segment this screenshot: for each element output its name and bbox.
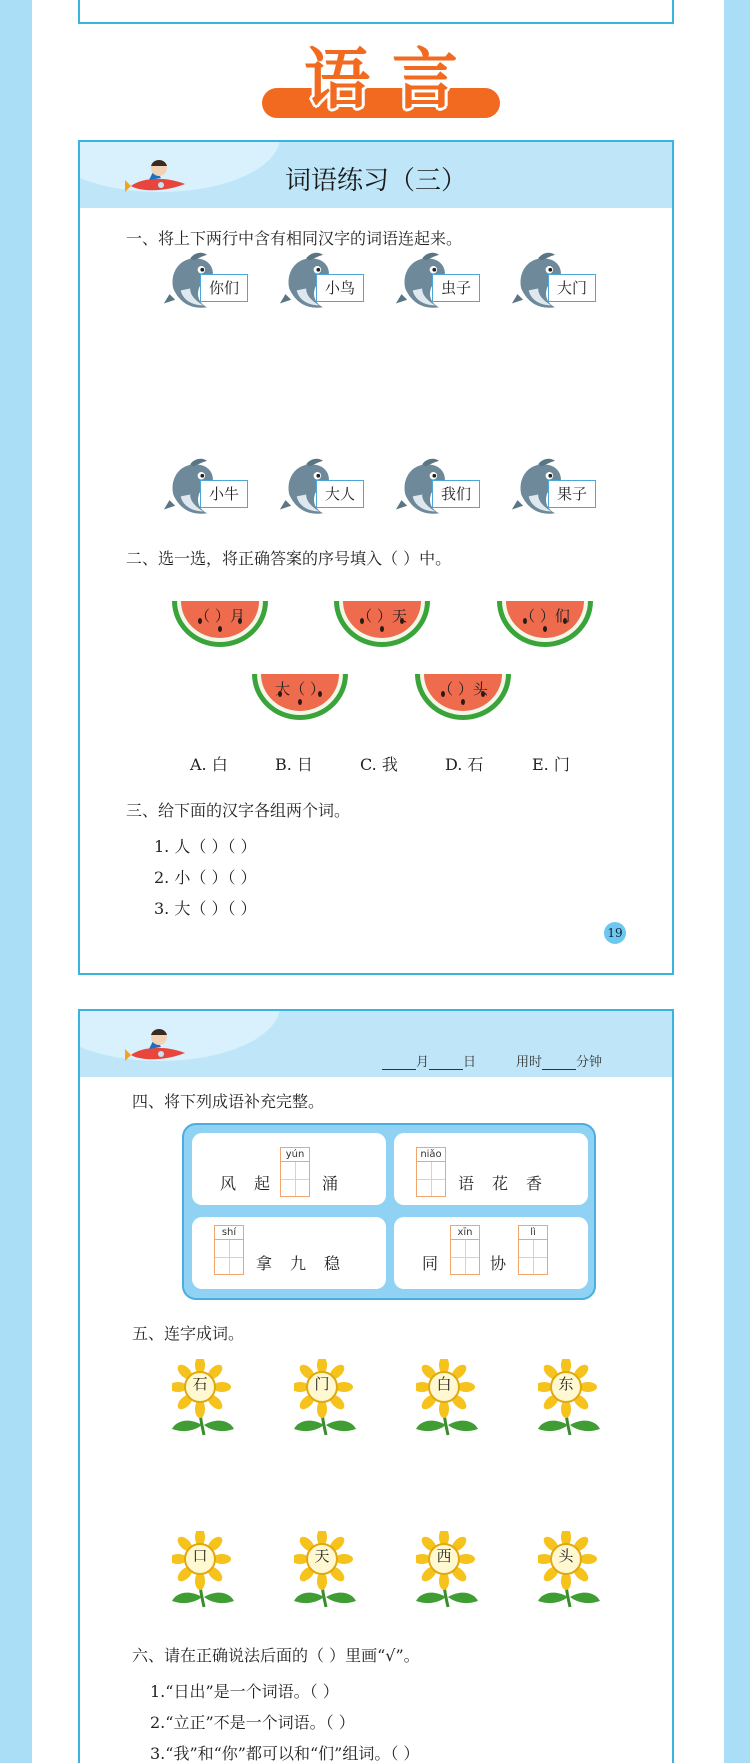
question-6-item[interactable]: 1.“日出”是一个词语。（ ） <box>150 1682 339 1701</box>
question-3-item[interactable]: 3. 大（ ）（ ） <box>154 899 257 918</box>
idiom-char: 稳 <box>324 1254 341 1273</box>
sunflower-label: 白 <box>436 1375 452 1393</box>
watermelon-blank[interactable] <box>495 599 595 649</box>
idiom-char: 起 <box>254 1174 271 1193</box>
pinyin-label: shí <box>215 1226 243 1240</box>
sunflower-icon <box>294 1359 358 1439</box>
sunflower-char[interactable] <box>416 1359 496 1439</box>
question-6-prompt: 六、请在正确说法后面的（ ）里画“√”。 <box>132 1646 420 1665</box>
watermelon-blank[interactable] <box>413 672 513 722</box>
pinyin-box[interactable] <box>518 1225 548 1275</box>
question-3-item[interactable]: 1. 人（ ）（ ） <box>154 837 257 856</box>
sunflower-icon <box>416 1531 480 1611</box>
dolphin-word-card[interactable] <box>162 250 252 312</box>
sunflower-char[interactable] <box>294 1359 374 1439</box>
sunflower-char[interactable] <box>416 1531 496 1611</box>
idiom-card <box>192 1217 386 1289</box>
sunflower-icon <box>172 1531 236 1611</box>
sunflower-char[interactable] <box>172 1359 252 1439</box>
previous-page-frame <box>78 0 674 24</box>
sunflower-icon <box>172 1359 236 1439</box>
answer-option: A. 白 <box>190 755 228 774</box>
idiom-char: 涌 <box>322 1174 339 1193</box>
answer-option: B. 日 <box>275 755 313 774</box>
watermelon-text: （ ）天 <box>357 607 407 625</box>
page-header <box>80 142 672 208</box>
question-6-item[interactable]: 2.“立正”不是一个词语。（ ） <box>150 1713 355 1732</box>
sunflower-char[interactable] <box>538 1531 618 1611</box>
dolphin-word-card[interactable] <box>278 250 368 312</box>
question-6-item[interactable]: 3.“我”和“你”都可以和“们”组词。（ ） <box>150 1744 420 1763</box>
watermelon-text: （ ）们 <box>520 607 570 625</box>
watermelon-text: （ ）头 <box>438 680 488 698</box>
idiom-card <box>394 1133 588 1205</box>
sunflower-label: 石 <box>192 1375 208 1393</box>
watermelon-blank[interactable] <box>250 672 350 722</box>
sunflower-label: 头 <box>558 1547 574 1565</box>
worksheet-page-2 <box>78 1009 674 1763</box>
sunflower-icon <box>416 1359 480 1439</box>
word-label: 我们 <box>432 480 480 508</box>
idiom-char: 风 <box>220 1174 237 1193</box>
sunflower-label: 口 <box>192 1547 208 1565</box>
answer-option: C. 我 <box>360 755 398 774</box>
watermelon-blank[interactable] <box>332 599 432 649</box>
question-1-prompt: 一、将上下两行中含有相同汉字的词语连起来。 <box>126 229 463 248</box>
pinyin-box[interactable] <box>416 1147 446 1197</box>
sunflower-char[interactable] <box>538 1359 618 1439</box>
dolphin-word-card[interactable] <box>510 456 600 518</box>
page-header <box>80 1011 672 1077</box>
word-label: 小鸟 <box>316 274 364 302</box>
watermelon-text: 大（ ） <box>275 680 325 698</box>
question-3-item[interactable]: 2. 小（ ）（ ） <box>154 868 257 887</box>
word-label: 你们 <box>200 274 248 302</box>
month-label: 月 <box>416 1055 430 1070</box>
page-number: 19 <box>604 922 626 944</box>
pinyin-label: xīn <box>451 1226 479 1240</box>
sunflower-label: 天 <box>314 1547 330 1565</box>
sunflower-icon <box>294 1531 358 1611</box>
dolphin-word-card[interactable] <box>278 456 368 518</box>
answer-option: D. 石 <box>445 755 484 774</box>
sunflower-icon <box>538 1359 602 1439</box>
answer-option: E. 门 <box>532 755 570 774</box>
idiom-char: 协 <box>490 1254 507 1273</box>
watermelon-blank[interactable] <box>170 599 270 649</box>
sunflower-label: 东 <box>558 1375 574 1393</box>
sunflower-label: 门 <box>314 1375 330 1393</box>
word-label: 大人 <box>316 480 364 508</box>
idiom-char: 语 <box>458 1174 475 1193</box>
minutes-label: 分钟 <box>576 1055 603 1070</box>
sunflower-char[interactable] <box>172 1531 252 1611</box>
question-2-prompt: 二、选一选，将正确答案的序号填入（ ）中。 <box>126 549 452 568</box>
idiom-char: 拿 <box>256 1254 273 1273</box>
pinyin-label: lì <box>519 1226 547 1240</box>
pinyin-box[interactable] <box>214 1225 244 1275</box>
day-label: 日 <box>463 1055 477 1070</box>
date-field[interactable] <box>382 1051 476 1070</box>
question-3-prompt: 三、给下面的汉字各组两个词。 <box>126 801 351 820</box>
sunflower-label: 西 <box>436 1547 452 1565</box>
dolphin-word-card[interactable] <box>162 456 252 518</box>
page-title: 词语练习（三） <box>284 166 467 196</box>
time-field[interactable] <box>516 1051 602 1070</box>
idiom-char: 九 <box>290 1254 307 1273</box>
section-title: 语言 <box>304 41 480 118</box>
watermelon-text: （ ）月 <box>195 607 245 625</box>
dolphin-word-card[interactable] <box>394 250 484 312</box>
word-label: 果子 <box>548 480 596 508</box>
worksheet-page-1 <box>78 140 674 975</box>
idiom-char: 香 <box>526 1174 543 1193</box>
idiom-card <box>192 1133 386 1205</box>
word-label: 小牛 <box>200 480 248 508</box>
idiom-panel <box>182 1123 596 1300</box>
idiom-char: 同 <box>422 1254 439 1273</box>
dolphin-word-card[interactable] <box>394 456 484 518</box>
sunflower-icon <box>538 1531 602 1611</box>
sunflower-char[interactable] <box>294 1531 374 1611</box>
rocket-kid-icon <box>124 1025 190 1069</box>
dolphin-word-card[interactable] <box>510 250 600 312</box>
time-label: 用时 <box>516 1055 543 1070</box>
idiom-char: 花 <box>492 1174 509 1193</box>
pinyin-label: niǎo <box>417 1148 445 1162</box>
word-label: 虫子 <box>432 274 480 302</box>
question-5-prompt: 五、连字成词。 <box>132 1324 245 1343</box>
question-4-prompt: 四、将下列成语补充完整。 <box>132 1092 325 1111</box>
idiom-card <box>394 1217 588 1289</box>
word-label: 大门 <box>548 274 596 302</box>
pinyin-label: yún <box>281 1148 309 1162</box>
pinyin-box[interactable] <box>280 1147 310 1197</box>
pinyin-box[interactable] <box>450 1225 480 1275</box>
